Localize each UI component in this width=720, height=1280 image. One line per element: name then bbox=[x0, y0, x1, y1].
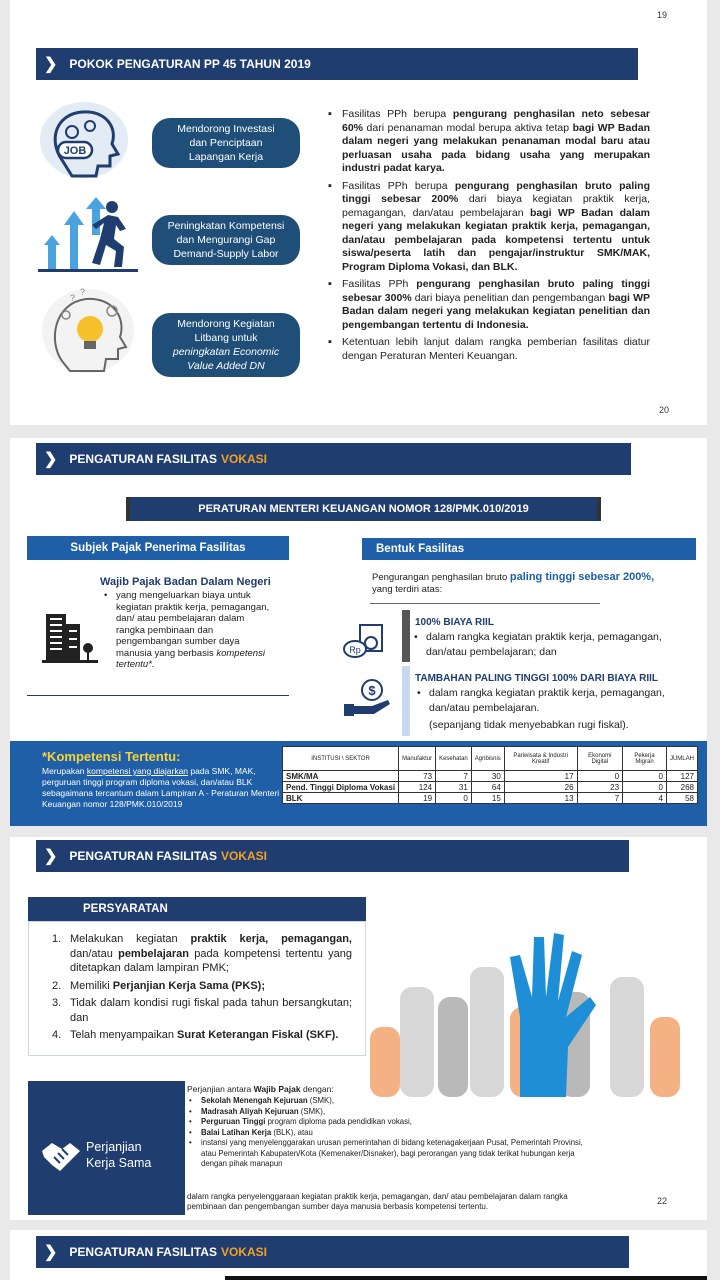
table-cell: 7 bbox=[436, 771, 472, 782]
f2-title: TAMBAHAN PALING TINGGI 100% DARI BIAYA RIIL bbox=[415, 673, 658, 684]
list-item: 3. Tidak dalam kondisi rugi fiskal pada tahun bersangkutan; dan bbox=[52, 997, 352, 1024]
bottom-bar bbox=[225, 1276, 707, 1280]
idea-head-icon bbox=[40, 285, 136, 375]
bentuk-intro: Pengurangan penghasilan bruto paling tinggi sebesar 200%, yang terdiri atas: bbox=[372, 571, 655, 595]
pill-line: Mendorong Kegiatan bbox=[177, 318, 275, 330]
accent-bar bbox=[402, 666, 410, 736]
table-cell: 0 bbox=[623, 782, 667, 793]
svg-text:?: ? bbox=[70, 293, 76, 303]
table-cell: 0 bbox=[623, 771, 667, 782]
page-number: 20 bbox=[658, 405, 669, 415]
left-header: Subjek Pajak Penerima Fasilitas bbox=[27, 536, 289, 560]
table-cell: 0 bbox=[577, 771, 623, 782]
column-header: JUMLAH bbox=[666, 747, 697, 771]
chevron-right-icon: ❯ bbox=[44, 56, 58, 73]
table-cell: 268 bbox=[666, 782, 697, 793]
pill-line: dan Penciptaan bbox=[189, 137, 263, 149]
f1-title: 100% BIAYA RIIL bbox=[415, 617, 494, 628]
list-item: 2. Memiliki Perjanjian Kerja Sama (PKS); bbox=[52, 979, 266, 992]
table-cell: 127 bbox=[666, 771, 697, 782]
list-item: • Madrasah Aliyah Kejuruan (SMK), bbox=[187, 1107, 592, 1118]
slide-title-accent: VOKASI bbox=[220, 849, 267, 863]
chevron-right-icon: ❯ bbox=[44, 848, 58, 865]
column-header: Pariwisata & Industri Kreatif bbox=[504, 747, 577, 771]
list-item: • instansi yang menyelenggarakan urusan pemerintahan di bidang ketenagakerjaan Pusat, Pemerintah Provinsi, atau Pemerintah Kabupaten/Kota (Kemenaker/Disnaker), bagi perorangan yang tidak terikat hubungan kerja dengan pihak manapun bbox=[187, 1138, 592, 1170]
money-document-icon bbox=[342, 621, 394, 661]
slide-pp45 bbox=[10, 0, 707, 425]
pill-kompetensi bbox=[152, 215, 300, 265]
list-item: ▪ Ketentuan lebih lanjut dalam rangka pemberian fasilitas diatur dengan Peraturan Menteri Keuangan. bbox=[328, 336, 650, 363]
slide-pmk128 bbox=[10, 438, 707, 826]
hand-dollar-icon bbox=[342, 678, 394, 718]
table-cell: 0 bbox=[436, 793, 472, 804]
list-item: ▪ Fasilitas PPh pengurang penghasilan bruto paling tinggi sebesar 300% dari biaya penelitian dan pengembangan bagi WP Badan dalam negeri yang melakukan kegiatan penelitian dan pengembangan tertentu di Indonesia. bbox=[328, 278, 650, 332]
slide-persyaratan bbox=[10, 837, 707, 1220]
slide-title: PENGATURAN FASILITAS bbox=[69, 849, 217, 863]
table-cell: 31 bbox=[436, 782, 472, 793]
list-item: ▪ Fasilitas PPh berupa pengurang penghasilan neto sebesar 60% dari penanaman modal berupa aktiva tetap bagi WP Badan dalam negeri yang melakukan penanaman modal baru atau perluasan usaha pada bidang usaha yang merupakan industri padat karya. bbox=[328, 108, 650, 176]
slide-title-banner bbox=[36, 443, 631, 475]
pill-line: peningkatan Economic bbox=[172, 346, 280, 358]
pill-line: Demand-Supply Labor bbox=[173, 248, 279, 260]
page-number: 19 bbox=[656, 10, 667, 20]
pp45-bullets bbox=[328, 108, 650, 367]
column-header: Ekonomi Digital bbox=[577, 747, 623, 771]
list-item: • dalam rangka kegiatan praktik kerja, pemagangan, dan/atau pembelajaran. bbox=[415, 686, 697, 715]
table-cell: 19 bbox=[399, 793, 436, 804]
kompetensi-text: Merupakan kompetensi yang diajarkan pada SMK, MAK, perguruan tinggi program diploma vokasi, dan/atau BLK sebagaimana tercantum dalam Lampiran A - Peraturan Menteri Keuangan nomor 128/PMK.010/2019 bbox=[42, 766, 280, 809]
pks-label bbox=[86, 1139, 151, 1171]
dollar-label: $ bbox=[368, 683, 376, 698]
persyaratan-list bbox=[52, 932, 352, 1046]
table-cell: 7 bbox=[577, 793, 623, 804]
list-item: 4. Telah menyampaikan Surat Keterangan Fiskal (SKF). bbox=[52, 1029, 339, 1041]
table-header-row bbox=[283, 747, 698, 771]
list-item: • dalam rangka kegiatan praktik kerja, pemagangan, dan/atau pembelajaran; dan bbox=[412, 630, 694, 659]
handshake-icon bbox=[40, 1137, 82, 1173]
row-label: BLK bbox=[283, 793, 399, 804]
list-item: • Balai Latihan Kerja (BLK), atau bbox=[187, 1128, 592, 1139]
pill-line: Peningkatan Kompetensi bbox=[167, 220, 285, 232]
table-cell: 13 bbox=[504, 793, 577, 804]
table-cell: 30 bbox=[471, 771, 504, 782]
page-number: 22 bbox=[656, 1196, 667, 1206]
pill-line: dan Mengurangi Gap bbox=[176, 234, 276, 246]
slide-title: POKOK PENGATURAN PP 45 TAHUN 2019 bbox=[69, 57, 311, 71]
pmk-title: PERATURAN MENTERI KEUANGAN NOMOR 128/PMK.010/2019 bbox=[198, 503, 529, 515]
slide-title: PENGATURAN FASILITAS bbox=[69, 1245, 217, 1259]
column-header: Pekerja Migran bbox=[623, 747, 667, 771]
building-icon bbox=[42, 608, 98, 664]
divider bbox=[27, 695, 289, 696]
table-cell: 23 bbox=[577, 782, 623, 793]
pill-line: Mendorong Investasi bbox=[177, 123, 275, 135]
pill-investasi bbox=[152, 118, 300, 168]
job-head-icon bbox=[38, 100, 130, 182]
pks-intro: Perjanjian antara Wajib Pajak dengan: bbox=[187, 1084, 334, 1094]
column-header: Kesehatan bbox=[436, 747, 472, 771]
table-cell: 64 bbox=[471, 782, 504, 793]
pks-list bbox=[187, 1096, 592, 1170]
f1-desc bbox=[412, 630, 694, 659]
slide-title: PENGATURAN FASILITAS bbox=[69, 452, 217, 466]
pill-litbang bbox=[152, 313, 300, 377]
list-item: ▪ Fasilitas PPh berupa pengurang penghasilan bruto paling tinggi sebesar 200% dari biaya kegiatan praktik kerja, pemagangan, dan/atau pembelajaran bagi WP Badan dalam negeri yang melakukan kegiatan praktik kerja, pemagangan, dan/atau pembelajaran pada kompetensi tertentu untuk siswa/peserta latih dan pengajar/instruktur SMK/MAK, Program Diploma Vokasi, dan BLK. bbox=[328, 180, 650, 275]
row-label: Pend. Tinggi Diploma Vokasi bbox=[283, 782, 399, 793]
rp-label: Rp bbox=[349, 645, 361, 655]
kompetensi-table bbox=[282, 746, 698, 804]
slide-title-accent: VOKASI bbox=[220, 452, 267, 466]
list-item: • Sekolah Menengah Kejuruan (SMK), bbox=[187, 1096, 592, 1107]
job-icon-label: JOB bbox=[63, 145, 87, 157]
wp-desc bbox=[102, 590, 272, 671]
list-item: • yang mengeluarkan biaya untuk kegiatan praktik kerja, pemagangan, dan/ atau pembelajaran dalam rangka pembinaan dan pengembangan sumber daya manusia yang berbasis kompetensi tertentu*. bbox=[102, 590, 272, 671]
growth-runner-icon bbox=[38, 195, 138, 273]
wp-title: Wajib Pajak Badan Dalam Negeri bbox=[100, 576, 271, 588]
persyaratan-header: PERSYARATAN bbox=[28, 897, 366, 921]
table-cell: 124 bbox=[399, 782, 436, 793]
f2-desc bbox=[415, 686, 697, 715]
pks-footer: dalam rangka penyelenggaraan kegiatan praktik kerja, pemagangan, dan/ atau pembelajaran dalam rangka pembinaan dan pengembangan sumber daya manusia berbasis kompetensi tertentu. bbox=[187, 1192, 568, 1211]
slide-title-banner bbox=[36, 1236, 629, 1268]
chevron-right-icon: ❯ bbox=[44, 451, 58, 468]
table-cell: 4 bbox=[623, 793, 667, 804]
f2-note: (sepanjang tidak menyebabkan rugi fiskal). bbox=[429, 719, 629, 731]
table-cell: 73 bbox=[399, 771, 436, 782]
pill-line: Litbang untuk bbox=[194, 332, 258, 344]
kompetensi-title: *Kompetensi Tertentu: bbox=[42, 749, 181, 764]
table-cell: 58 bbox=[666, 793, 697, 804]
table-row bbox=[283, 793, 698, 804]
list-item: 1. Melakukan kegiatan praktik kerja, pemagangan, dan/atau pembelajaran pada kompetensi tertentu yang ditetapkan dalam lampiran PMK; bbox=[52, 933, 352, 974]
pill-line: Value Added DN bbox=[187, 360, 265, 372]
accent-bar bbox=[402, 610, 410, 662]
raised-hands-illustration bbox=[360, 897, 700, 1097]
pks-label-line: Kerja Sama bbox=[86, 1156, 152, 1170]
chevron-right-icon: ❯ bbox=[44, 1244, 58, 1261]
pmk-title-bar bbox=[126, 497, 601, 521]
pks-label-line: Perjanjian bbox=[86, 1140, 142, 1154]
row-label: SMK/MA bbox=[283, 771, 399, 782]
table-cell: 15 bbox=[471, 793, 504, 804]
list-item: • Perguruan Tinggi program diploma pada pendidikan vokasi, bbox=[187, 1117, 592, 1128]
slide-title-banner bbox=[36, 840, 629, 872]
table-cell: 26 bbox=[504, 782, 577, 793]
right-header: Bentuk Fasilitas bbox=[362, 538, 696, 560]
table-corner-header: INSTITUSI \ SEKTOR bbox=[283, 747, 399, 771]
table-cell: 17 bbox=[504, 771, 577, 782]
svg-text:?: ? bbox=[80, 287, 86, 297]
slide-title-accent: VOKASI bbox=[220, 1245, 267, 1259]
pill-line: Lapangan Kerja bbox=[188, 151, 264, 163]
column-header: Manufaktur bbox=[399, 747, 436, 771]
slide-vokasi-next bbox=[10, 1230, 707, 1280]
table-row bbox=[283, 782, 698, 793]
table-row bbox=[283, 771, 698, 782]
divider bbox=[370, 603, 600, 604]
column-header: Agribisnis bbox=[471, 747, 504, 771]
slide-title-banner bbox=[36, 48, 638, 80]
